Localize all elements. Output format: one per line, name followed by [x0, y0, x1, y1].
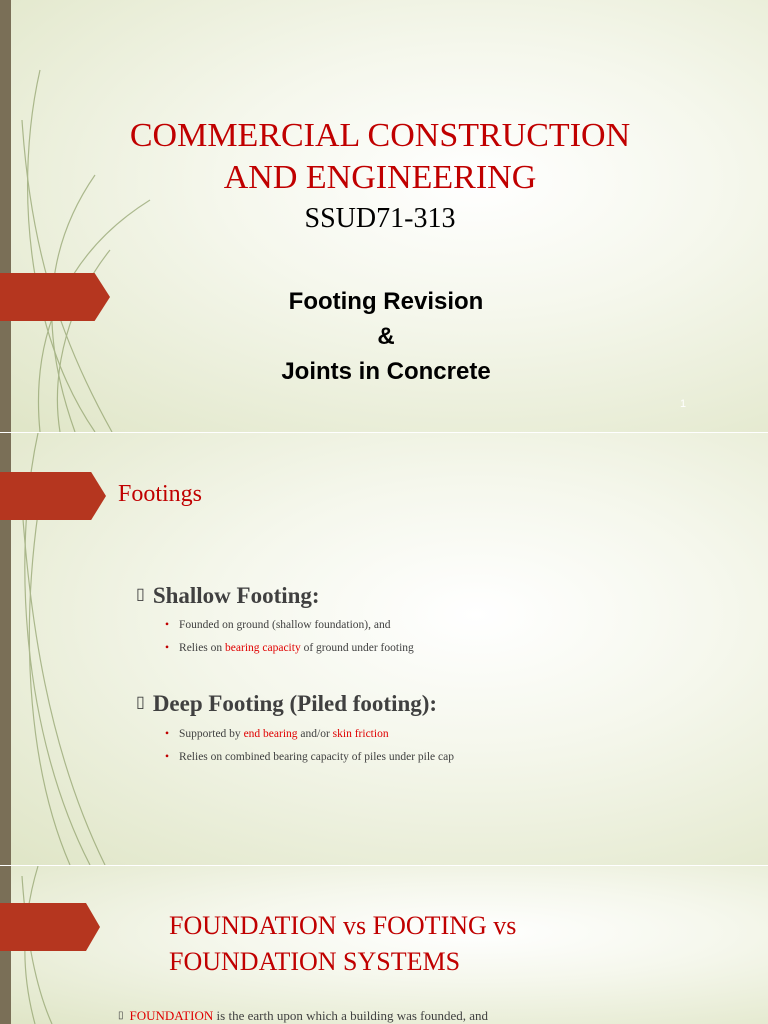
slide-heading: Footings	[118, 481, 203, 507]
footings-slide	[0, 433, 768, 865]
bullet-dot-icon: •	[165, 751, 170, 763]
page-number: 1	[680, 398, 687, 410]
section-title: Shallow Footing:	[152, 583, 320, 608]
bullet-text: Relies on	[179, 642, 226, 654]
body-text: is the earth upon which a building was founded, and	[213, 1008, 489, 1023]
title-slide	[0, 0, 768, 432]
bullet-dot-icon: •	[165, 642, 170, 654]
section-marker-icon: ▯	[118, 1010, 124, 1021]
title-line-1: FOUNDATION vs FOOTING vs	[169, 911, 517, 940]
slide-subtitle	[180, 284, 592, 389]
bullet-highlight: end bearing	[243, 728, 298, 740]
slide-divider	[0, 432, 768, 433]
title-line-1: COMMERCIAL CONSTRUCTION	[129, 117, 631, 154]
slide-arrow-marker	[0, 472, 106, 520]
body-highlight: FOUNDATION	[129, 1008, 214, 1023]
bullet-highlight: bearing capacity	[225, 642, 301, 654]
bullet-item	[165, 642, 414, 654]
bullet-text: Founded on ground (shallow foundation), and	[179, 619, 391, 631]
section-shallow-footing	[136, 583, 320, 609]
slide-3-body-line	[118, 1008, 488, 1024]
bullet-item	[165, 728, 389, 740]
subtitle-line-2: &	[377, 323, 395, 350]
course-code: SSUD71-313	[304, 203, 456, 234]
bullet-dot-icon: •	[165, 728, 170, 740]
bullet-item	[165, 619, 390, 631]
bullet-text: of ground under footing	[300, 642, 414, 654]
section-title: Deep Footing (Piled footing):	[152, 691, 438, 716]
bullet-item	[165, 751, 454, 763]
subtitle-line-1: Footing Revision	[288, 288, 484, 315]
title-line-2: AND ENGINEERING	[223, 159, 537, 196]
bullet-text: Relies on combined bearing capacity of piles under pile cap	[179, 751, 454, 763]
bullet-text: and/or	[297, 728, 333, 740]
section-marker-icon: ▯	[136, 586, 145, 603]
section-deep-footing	[136, 691, 437, 717]
slide-3-title	[169, 908, 516, 980]
title-line-2: FOUNDATION SYSTEMS	[169, 947, 461, 976]
subtitle-line-3: Joints in Concrete	[281, 358, 491, 385]
slide-arrow-marker	[0, 273, 110, 321]
slide-arrow-marker	[0, 903, 100, 951]
section-marker-icon: ▯	[136, 694, 145, 711]
bullet-highlight: skin friction	[332, 728, 389, 740]
slide-divider	[0, 865, 768, 866]
bullet-text: Supported by	[179, 728, 244, 740]
slide-title	[60, 115, 700, 199]
bullet-dot-icon: •	[165, 619, 170, 631]
